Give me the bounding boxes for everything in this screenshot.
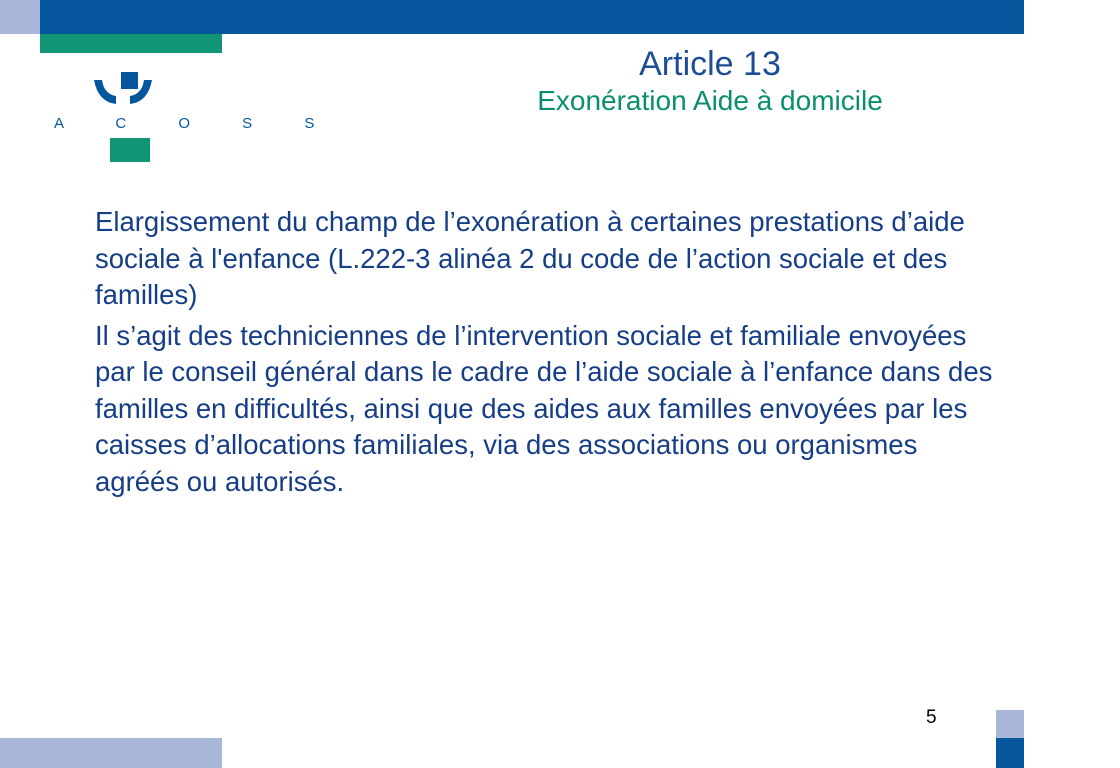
bottom-left-decor-bar [0, 738, 222, 768]
logo-left-arc [94, 80, 116, 104]
body-content [95, 204, 995, 504]
title-block [300, 44, 1120, 118]
acoss-logo [46, 58, 339, 168]
top-banner-bar [40, 0, 1024, 34]
page-subtitle: Exonération Aide à domicile [537, 85, 883, 116]
page-number: 5 [926, 707, 937, 728]
body-paragraph: Il s’agit des techniciennes de l’intervention sociale et familiale envoyées par le conseil général dans le cadre de l’aide sociale à l’enfance dans des familles en difficultés, ainsi que des aides aux familles envoyées par les caisses d’allocations familiales, via des associations ou organismes agréés ou autorisés. [95, 319, 993, 497]
logo-green-block [110, 138, 150, 162]
logo-text: A C O S S [54, 115, 339, 132]
bottom-right-blue-square [996, 738, 1024, 768]
top-left-decor-square [0, 0, 40, 34]
bottom-right-decor-square [996, 710, 1024, 738]
body-paragraph: Elargissement du champ de l’exonération à certaines prestations d’aide sociale à l'enfance (L.222-3 alinéa 2 du code de l’action sociale et des familles) [95, 206, 965, 310]
page-title: Article 13 [639, 45, 781, 83]
logo-square [121, 72, 138, 89]
green-accent-bar [40, 34, 222, 53]
